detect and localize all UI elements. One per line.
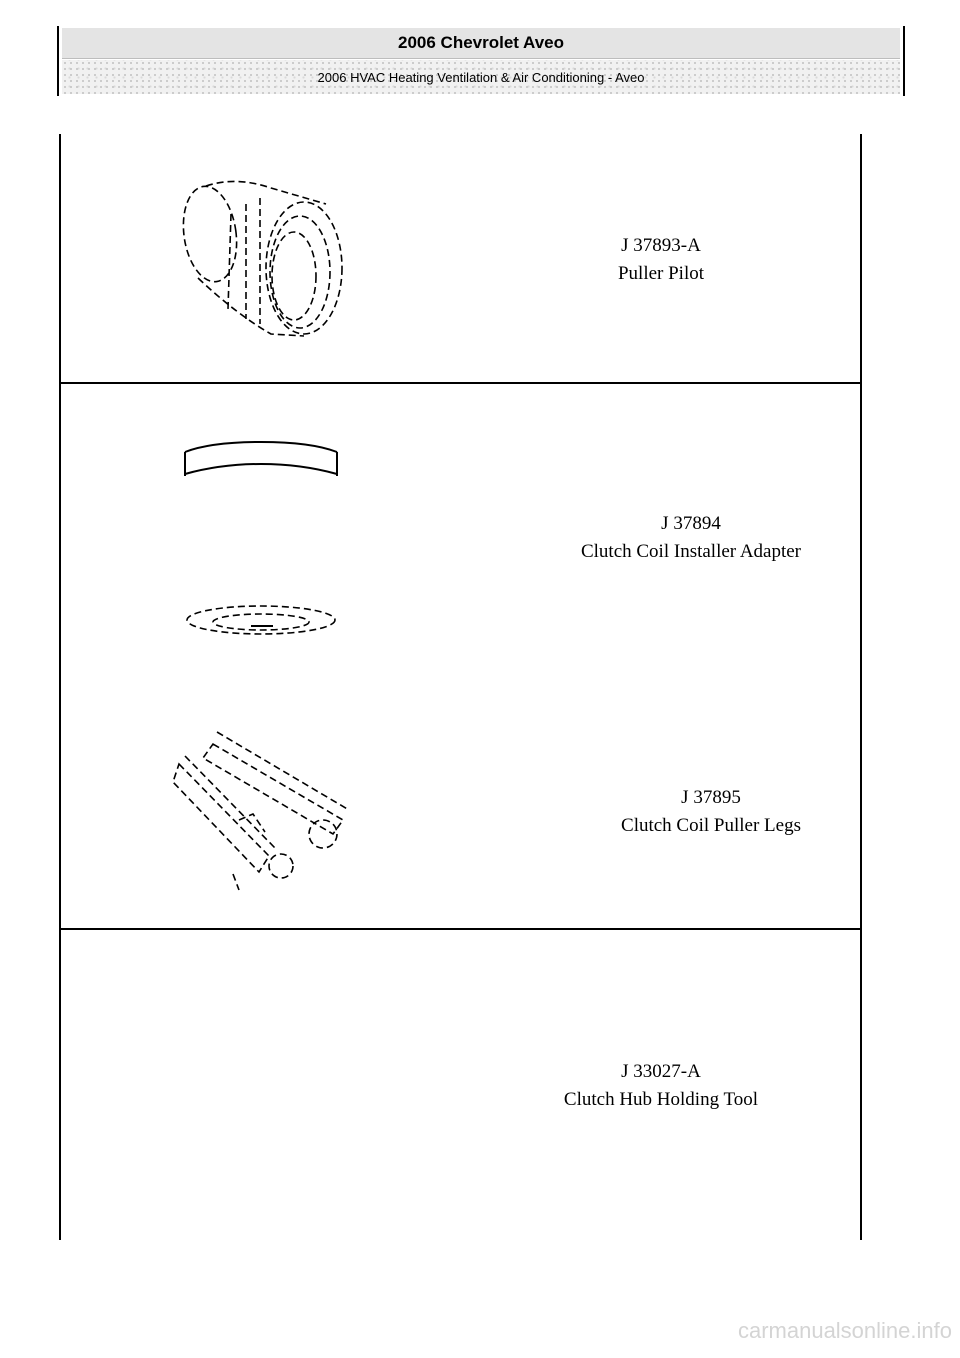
special-tools-table [59,134,862,1240]
tool-number: J 37895 [681,787,741,808]
tool-row [61,384,860,930]
tool-number: J 37893-A [621,235,701,256]
puller-legs-drawing-icon [173,724,363,894]
tool-row [61,134,860,384]
tool-label [531,784,891,840]
installer-adapter-drawing-icon [181,434,351,664]
watermark-text: carmanualsonline.info [737,1318,952,1343]
tool-name: Clutch Coil Puller Legs [621,815,801,836]
document-subtitle: 2006 HVAC Heating Ventilation & Air Conditioning - Aveo [62,60,900,94]
header-left-rule [57,26,59,96]
tool-name: Puller Pilot [617,263,705,284]
tool-row [61,930,860,1240]
tool-label [511,510,871,566]
document-title: 2006 Chevrolet Aveo [62,28,900,59]
puller-pilot-drawing-icon [176,174,356,344]
tool-name: Clutch Hub Holding Tool [563,1089,759,1110]
tool-number: J 37894 [661,513,721,534]
tool-number: J 33027-A [621,1061,701,1082]
tool-label [481,1058,841,1114]
tool-name: Clutch Coil Installer Adapter [580,541,802,562]
header-right-rule [903,26,905,96]
tool-label [481,232,841,288]
